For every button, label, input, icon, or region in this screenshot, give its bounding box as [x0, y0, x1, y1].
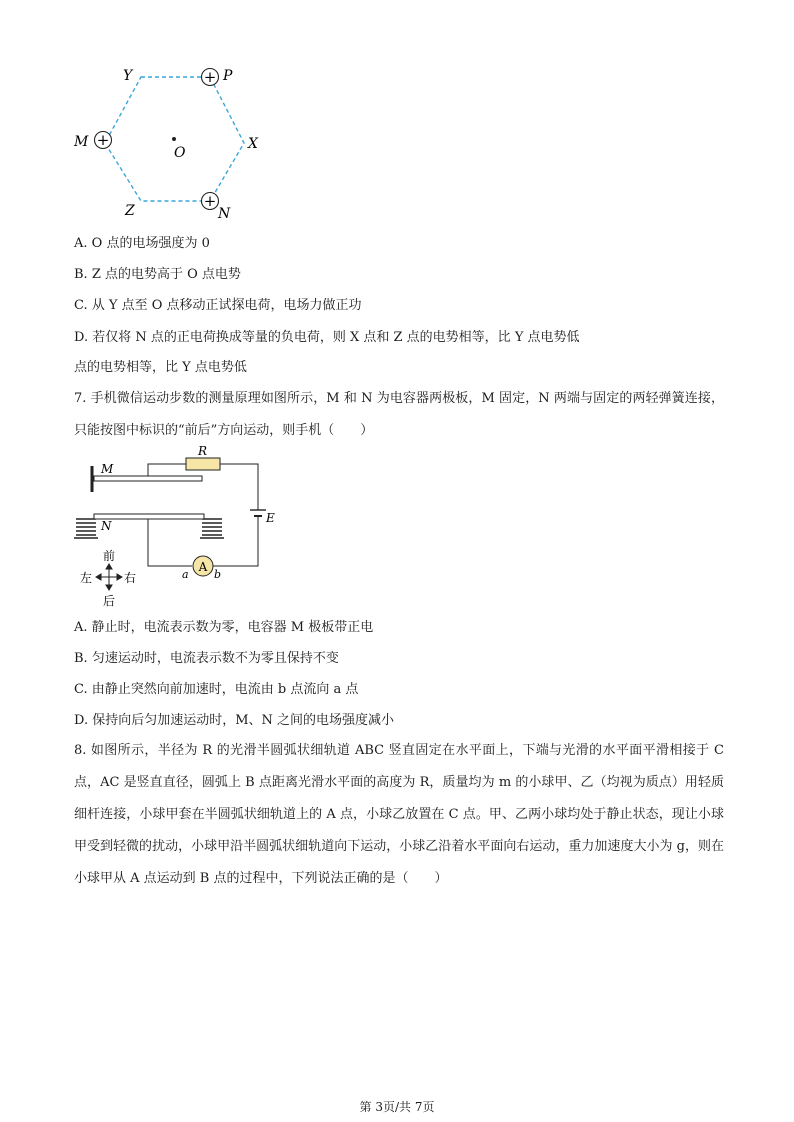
plate-m — [94, 476, 202, 481]
page-footer: 第 3页/共 7页 — [359, 1100, 435, 1114]
svg-text:+: + — [203, 192, 217, 210]
q7-option-a: A. 静止时，电流表示数为零，电容器 M 极板带正电 — [74, 620, 374, 635]
label-a: a — [182, 568, 189, 581]
label-p: P — [223, 68, 233, 84]
label-r: R — [198, 446, 208, 458]
label-o: O — [174, 145, 186, 161]
q7-option-c: C. 由静止突然向前加速时，电流由 b 点流向 a 点 — [74, 682, 359, 697]
svg-text:+: + — [203, 68, 217, 86]
resistor-r — [186, 458, 220, 470]
q6-option-b: B. Z 点的电势高于 O 点电势 — [74, 267, 241, 282]
q7-option-d: D. 保持向后匀加速运动时，M、N 之间的电场强度减小 — [74, 713, 395, 728]
hexagon-figure — [66, 58, 276, 228]
label-ammeter: A — [198, 560, 208, 574]
label-z: Z — [125, 203, 135, 219]
label-n: N — [218, 206, 231, 222]
label-m-plate: M — [101, 462, 114, 476]
label-right: 右 — [124, 571, 137, 585]
label-x: X — [248, 136, 258, 152]
q6-option-c: C. 从 Y 点至 O 点移动正试探电荷，电场力做正功 — [74, 298, 362, 313]
label-m: M — [74, 134, 89, 150]
label-b: b — [214, 568, 222, 581]
label-front: 前 — [103, 549, 116, 563]
charge-m — [95, 131, 112, 149]
q6-option-d-continuation: 点的电势相等，比 Y 点电势低 — [74, 360, 247, 375]
direction-arrows — [96, 564, 122, 590]
left-spring — [74, 519, 98, 538]
label-e: E — [266, 511, 275, 525]
q8-stem: 8. 如图所示，半径为 R 的光滑半圆弧状细轨道 ABC 竖直固定在水平面上，下端与光滑的水平面平滑相接于 C 点，AC 是竖直直径，圆弧上 B 点距离光滑水平面的高度为 R，质量均为 m 的小球甲、乙（均视为质点）用轻质细杆连接，小球甲套在半圆弧状细轨道上的 A 点，小球乙放置在 C 点。甲、乙两小球均处于静止状态，现让小球甲受到轻微的扰动，小球甲沿半圆弧状细轨道向下运动，小球乙沿着水平面向右运动，重力加速度大小为 g，则在小球甲从 A 点运动到 B 点的过程中，下列说法正确的是（ ） — [74, 743, 724, 886]
charge-p — [202, 68, 219, 86]
capacitor-circuit-figure — [66, 446, 296, 616]
q6-option-d: D. 若仅将 N 点的正电荷换成等量的负电荷，则 X 点和 Z 点的电势相等，比 Y 点电势低 — [74, 330, 580, 345]
q7-stem: 7. 手机微信运动步数的测量原理如图所示，M 和 N 为电容器两极板，M 固定，N 两端与固定的两轻弹簧连接，只能按图中标识的“前后”方向运动，则手机（ ） — [74, 391, 724, 438]
center-point-o — [172, 137, 176, 141]
q7-option-b: B. 匀速运动时，电流表示数不为零且保持不变 — [74, 651, 339, 666]
label-y: Y — [123, 68, 133, 84]
svg-text:+: + — [96, 131, 110, 149]
q6-option-a: A. O 点的电场强度为 0 — [74, 236, 210, 251]
charge-n — [202, 192, 219, 210]
right-spring — [200, 519, 224, 538]
label-back: 后 — [103, 594, 116, 608]
label-left: 左 — [80, 571, 93, 585]
label-n-plate: N — [101, 519, 112, 533]
